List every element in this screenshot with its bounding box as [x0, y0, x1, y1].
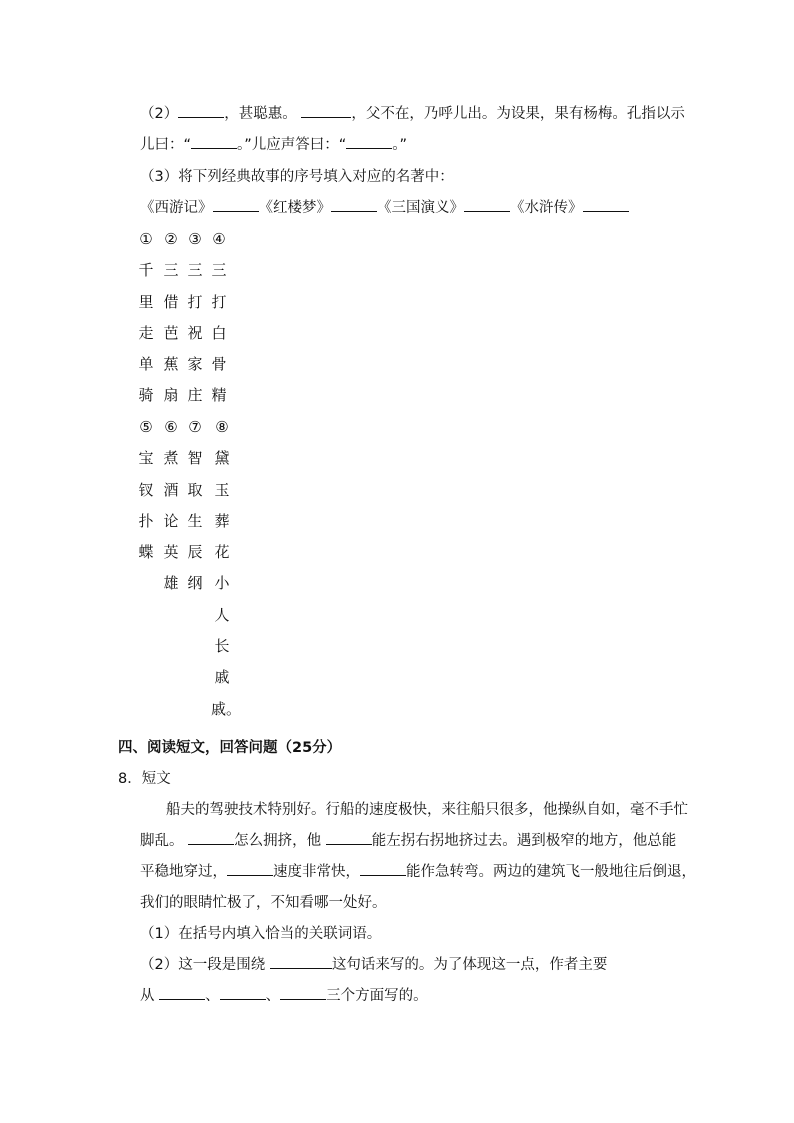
sub-question-2-line1: （2）这一段是围绕 这句话来写的。为了体现这一点，作者主要: [140, 957, 608, 973]
answer-blank[interactable]: [270, 967, 332, 969]
story-number: ⑧: [215, 418, 229, 436]
passage-line: 脚乱。 怎么拥挤，他 能左拐右拐地挤过去。遇到极窄的地方，他总能: [140, 833, 677, 849]
q2-line2: 儿曰：“ 。”儿应声答曰：“ 。”: [140, 137, 408, 153]
q3-instruction: （3）将下列经典故事的序号填入对应的名著中：: [140, 169, 454, 185]
q8-label: 8．短文: [118, 771, 171, 787]
story-number: ①: [139, 230, 153, 248]
sub-question-1: （1）在括号内填入恰当的关联词语。: [140, 926, 382, 942]
answer-blank[interactable]: [583, 210, 629, 212]
answer-blank[interactable]: [331, 210, 377, 212]
passage-line: 平稳地穿过， 速度非常快， 能作急转弯。两边的建筑飞一般地往后倒退，: [140, 864, 696, 880]
story-number: ②: [164, 230, 178, 248]
answer-blank[interactable]: [326, 843, 372, 845]
story-number: ⑥: [164, 418, 178, 436]
answer-blank[interactable]: [301, 116, 351, 118]
story-column: ④ 三 打 白 骨 精: [209, 224, 229, 412]
answer-blank[interactable]: [188, 843, 234, 845]
answer-blank[interactable]: [191, 147, 237, 149]
answer-blank[interactable]: [227, 874, 273, 876]
answer-blank[interactable]: [346, 147, 392, 149]
q3-book-line: 《西游记》 《红楼梦》 《三国演义》 《水浒传》: [140, 196, 629, 217]
answer-blank[interactable]: [280, 998, 326, 1000]
passage-line: 船夫的驾驶技术特别好。行船的速度极快，来往船只很多，他操纵自如，毫不手忙: [166, 802, 688, 818]
q2-line1: （2） ，甚聪惠。 ，父不在，乃呼儿出。为设果，果有杨梅。孔指以示: [140, 106, 685, 122]
answer-blank[interactable]: [220, 998, 266, 1000]
story-column: ⑥ 煮 酒 论 英 雄: [161, 412, 181, 600]
answer-blank[interactable]: [159, 998, 205, 1000]
story-column: ③ 三 打 祝 家 庄: [185, 224, 205, 412]
story-column: ⑤ 宝 钗 扑 蝶: [136, 412, 156, 568]
sub-question-2-line2: 从 、 、 三个方面写的。: [140, 988, 428, 1004]
section-title: 四、阅读短文，回答问题（25分）: [118, 740, 342, 756]
passage-line: 我们的眼睛忙极了，不知看哪一处好。: [140, 895, 387, 911]
story-column: ① 千 里 走 单 骑: [136, 224, 156, 412]
answer-blank[interactable]: [178, 116, 224, 118]
answer-blank[interactable]: [360, 874, 406, 876]
story-number: ⑤: [139, 418, 153, 436]
story-column: ⑧ 黛 玉 葬 花 小 人 长 戚 戚。: [209, 412, 235, 725]
answer-blank[interactable]: [213, 210, 259, 212]
story-number: ⑦: [188, 418, 202, 436]
story-column: ⑦ 智 取 生 辰 纲: [185, 412, 205, 600]
story-number: ③: [188, 230, 202, 248]
story-column: ② 三 借 芭 蕉 扇: [161, 224, 181, 412]
answer-blank[interactable]: [464, 210, 510, 212]
story-number: ④: [212, 230, 226, 248]
